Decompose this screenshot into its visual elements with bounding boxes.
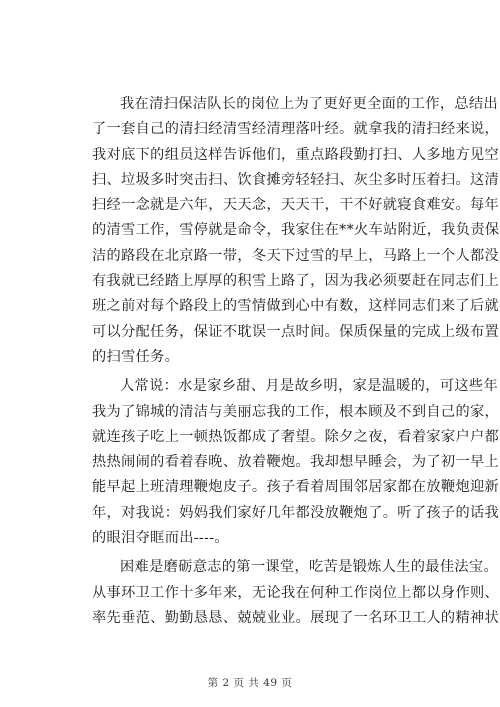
paragraph-line: 我在清扫保洁队长的岗位上为了更好更全面的工作，总结出: [120, 96, 498, 112]
paragraph-3: [92, 555, 500, 631]
paragraph-2: [92, 374, 500, 551]
paragraph-line: 能早起上班清理鞭炮皮子。孩子看着周围邻居家都在放鞭炮迎新: [92, 479, 500, 496]
paragraph-line: 率先垂范、勤勤恳恳、兢兢业业。展现了一名环卫工人的精神状: [92, 609, 500, 626]
paragraph-line: 扫经一念就是六年，天天念，天天干，干不好就寝食难安。每年: [92, 197, 500, 214]
paragraph-1: [92, 92, 500, 370]
paragraph-line: 人常说：水是家乡甜、月是故乡明，家是温暖的，可这些年: [120, 378, 498, 395]
paragraph-line: 扫、垃圾多时突击扫、饮食摊旁轻轻扫、灰尘多时压着扫。这清: [92, 171, 500, 188]
paragraph-line: 洁的路段在北京路一带，冬天下过雪的早上，马路上一个人都没: [92, 247, 500, 264]
paragraph-line: 的扫雪任务。: [92, 348, 180, 365]
paragraph-line: 我对底下的组员这样告诉他们，重点路段勤打扫、人多地方见空: [92, 146, 500, 163]
paragraph-line: 就连孩子吃上一顿热饭都成了奢望。除夕之夜，看着家家户户都: [92, 428, 500, 445]
paragraph-line: 困难是磨砺意志的第一课堂，吃苦是锻炼人生的最佳法宝。: [120, 559, 498, 576]
paragraph-line: 从事环卫工作十多年来，无论我在何种工作岗位上都以身作则、: [92, 584, 500, 601]
paragraph-line: 我为了锦城的清洁与美丽忘我的工作，根本顾及不到自己的家，: [92, 403, 500, 420]
paragraph-line: 可以分配任务，保证不耽误一点时间。保质保量的完成上级布置: [92, 323, 500, 340]
paragraph-line: 热热闹闹的看着春晚、放着鞭炮。我却想早睡会，为了初一早上: [92, 454, 500, 471]
paragraph-line: 班之前对每个路段上的雪情做到心中有数，这样同志们来了后就: [92, 298, 500, 315]
document-body: [92, 92, 500, 635]
paragraph-line: 年，对我说：妈妈我们家好几年都没放鞭炮了。听了孩子的话我: [92, 504, 500, 521]
page-number-footer: 第 2 页 共 49 页: [207, 677, 293, 689]
paragraph-line: 的清雪工作，雪停就是命令，我家住在**火车站附近，我负责保: [92, 222, 500, 239]
paragraph-line: 了一套自己的清扫经清雪经清理落叶经。就拿我的清扫经来说，: [92, 121, 500, 138]
paragraph-line: 有我就已经踏上厚厚的积雪上路了，因为我必须要赶在同志们上: [92, 273, 500, 290]
paragraph-line: 的眼泪夺眶而出----。: [92, 530, 229, 547]
